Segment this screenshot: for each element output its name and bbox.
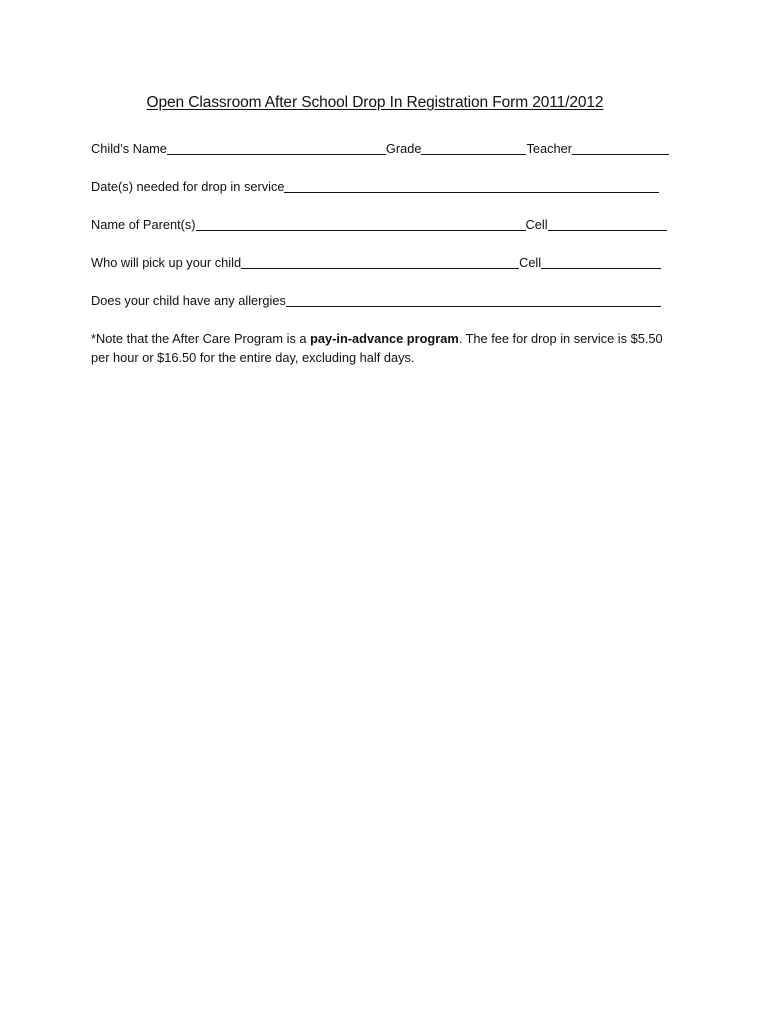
- teacher-field[interactable]: [572, 141, 669, 155]
- parent-cell-field[interactable]: [548, 217, 667, 231]
- allergies-field[interactable]: [286, 293, 661, 307]
- row-child-info: [91, 139, 681, 157]
- parent-cell-label: Cell: [525, 217, 548, 232]
- dates-field[interactable]: [284, 179, 659, 193]
- form-title: Open Classroom After School Drop In Registration Form 2011/2012: [146, 94, 604, 111]
- pickup-cell-label: Cell: [519, 255, 542, 270]
- fee-note: [91, 329, 681, 367]
- teacher-label: Teacher: [526, 141, 572, 156]
- row-allergies: [91, 291, 681, 309]
- note-bold: pay-in-advance program: [310, 331, 459, 346]
- note-prefix: *Note that the After Care Program is a: [91, 331, 311, 346]
- row-parent: [91, 215, 681, 233]
- parent-label: Name of Parent(s): [91, 217, 196, 232]
- allergies-label: Does your child have any allergies: [91, 293, 286, 308]
- row-dates: [91, 177, 681, 195]
- pickup-label: Who will pick up your child: [91, 255, 242, 270]
- parent-name-field[interactable]: [196, 217, 526, 231]
- note-suffix: . The fee for drop in service is $5.50 per hour or $16.50 for the entire day, excluding half days.: [91, 331, 663, 365]
- dates-label: Date(s) needed for drop in service: [91, 179, 285, 194]
- pickup-cell-field[interactable]: [541, 255, 661, 269]
- row-pickup: [91, 253, 681, 271]
- grade-label: Grade: [385, 141, 422, 156]
- childs-name-label: Child’s Name: [91, 141, 167, 156]
- grade-field[interactable]: [421, 141, 526, 155]
- childs-name-field[interactable]: [167, 141, 386, 155]
- pickup-person-field[interactable]: [241, 255, 519, 269]
